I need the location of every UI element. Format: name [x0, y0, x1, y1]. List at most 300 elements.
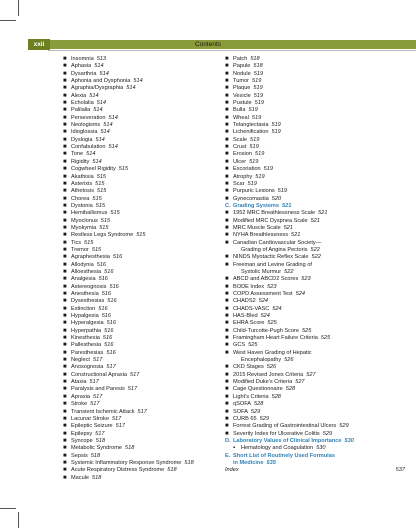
entry-page: 516	[96, 261, 107, 268]
entry-page: 521	[291, 232, 301, 239]
entry-title: HAS-Bled	[233, 313, 258, 320]
entry-page: 519	[255, 173, 265, 180]
entry-page: 524	[258, 298, 269, 305]
toc-entry	[225, 188, 405, 195]
bullet-icon: ■	[63, 129, 67, 136]
entry-page: 526	[284, 357, 294, 364]
entry-title: NINDS Myotactic Reflex Scale	[233, 254, 309, 261]
bullet-icon: ■	[225, 298, 229, 305]
toc-entry	[225, 166, 405, 173]
toc-entry	[225, 71, 405, 78]
bullet-icon: ■	[63, 430, 67, 437]
entry-page: 516	[104, 342, 114, 349]
toc-entry	[63, 137, 223, 144]
entry-title: Light's Criteria	[233, 393, 269, 400]
entry-page: 517	[106, 364, 116, 371]
entry-page: 517	[137, 408, 147, 415]
section-title-cont: in Medicine	[233, 459, 264, 466]
entry-title: Dyslogia	[71, 136, 93, 143]
toc-entry	[63, 401, 223, 408]
toc-entry	[63, 115, 223, 122]
toc-entry	[63, 438, 223, 445]
toc-entry	[63, 78, 223, 85]
toc-entry	[225, 262, 405, 269]
entry-title: Child-Turcotte-Pugh Score	[233, 327, 300, 334]
bullet-icon: ■	[63, 467, 67, 474]
bullet-icon: ■	[225, 107, 229, 114]
entry-page: 516	[106, 349, 116, 356]
entry-page: 514	[96, 100, 107, 107]
section-page: 530	[344, 437, 354, 444]
entry-title: Canadian Cardiovascular Society—	[233, 239, 322, 246]
entry-title: Paresthesias	[71, 349, 104, 356]
left-column	[63, 56, 223, 482]
toc-entry	[225, 100, 405, 107]
toc-entry	[63, 335, 223, 342]
entry-title: Patch	[233, 56, 248, 62]
toc-entry	[63, 93, 223, 100]
entry-page: 514	[108, 144, 118, 151]
entry-page: 515	[95, 202, 106, 209]
entry-title: Sepsis	[71, 452, 88, 459]
bullet-icon: ■	[225, 423, 229, 430]
entry-page: 518	[90, 452, 101, 459]
toc-entry	[225, 276, 405, 283]
toc-entry	[225, 335, 405, 342]
entry-title: Hyperalgesia	[71, 320, 104, 327]
toc-entry	[225, 350, 405, 357]
entry-title: Aphonia and Dysphonia	[71, 78, 131, 85]
entry-page: 515	[96, 173, 107, 180]
entry-page: 525	[302, 327, 312, 334]
entry-title: Constructional Apraxia	[71, 371, 127, 378]
bullet-icon: ■	[225, 158, 229, 165]
toc-entry	[63, 85, 223, 92]
entry-title: MRC Muscle Scale	[233, 224, 281, 231]
entry-page: 515	[99, 224, 109, 231]
section-letter: C.	[225, 202, 231, 209]
crop-mark	[18, 0, 19, 16]
entry-title: Pallesthesia	[71, 342, 102, 349]
entry-title: Pustule	[233, 100, 252, 107]
bullet-icon: ■	[63, 63, 67, 70]
entry-page: 516	[104, 268, 114, 275]
bullet-icon: ■	[63, 210, 67, 217]
entry-title: Aphasia	[71, 63, 92, 70]
entry-title: Modified Duke's Criteria	[233, 379, 293, 386]
toc-entry	[225, 181, 405, 188]
bullet-icon: ■	[63, 92, 67, 99]
entry-title: 1952 MRC Breathlessness Scale	[233, 210, 316, 217]
bullet-icon: ■	[225, 408, 229, 415]
bullet-icon: ■	[63, 78, 67, 85]
bullet-icon: ■	[63, 408, 67, 415]
toc-entry	[63, 342, 223, 349]
entry-page: 516	[101, 291, 112, 297]
toc-entry	[225, 445, 405, 452]
entry-page: 514	[95, 136, 105, 143]
entry-title: Echolalia	[71, 100, 94, 107]
entry-page: 523	[267, 283, 277, 290]
bullet-icon: ■	[63, 415, 67, 422]
entry-page: 519	[253, 70, 264, 77]
bullet-icon: ■	[225, 173, 229, 180]
entry-title: Plaque	[233, 85, 251, 92]
bullet-icon: ■	[63, 298, 67, 305]
toc-entry	[225, 225, 405, 232]
toc-entry	[63, 453, 223, 460]
toc-entry	[225, 364, 405, 371]
entry-page: 529	[250, 408, 261, 415]
bullet-icon: ■	[63, 320, 67, 327]
toc-entry	[63, 284, 223, 291]
bullet-icon: ■	[63, 268, 67, 275]
bullet-icon: ■	[63, 232, 67, 239]
bullet-icon: ■	[225, 254, 229, 261]
entry-page: 515	[118, 166, 129, 173]
entry-title: Akathisia	[71, 173, 94, 180]
bullet-icon: ■	[63, 100, 67, 107]
bullet-icon: ■	[63, 379, 67, 386]
entry-title: Hypalgesia	[71, 313, 99, 320]
bullet-icon: ■	[63, 291, 67, 297]
toc-entry	[63, 475, 223, 482]
index-page: 537	[395, 467, 405, 474]
toc-entry	[63, 232, 223, 239]
toc-entry	[63, 269, 223, 276]
entry-page: 519	[250, 136, 260, 143]
entry-page: 513	[96, 56, 107, 62]
bullet-icon: ■	[63, 107, 67, 114]
entry-title: Ataxia	[71, 379, 87, 386]
toc-entry	[225, 78, 405, 85]
bullet-icon: ■	[63, 202, 67, 209]
entry-title: Anosognosia	[71, 364, 104, 371]
bullet-icon: ■	[225, 144, 229, 151]
entry-page: 517	[92, 393, 103, 400]
entry-page: 514	[100, 129, 110, 136]
header-rule	[48, 50, 416, 51]
bullet-icon: ■	[63, 305, 67, 312]
toc-entry	[225, 328, 405, 335]
entry-title: Astereognosis	[71, 283, 107, 290]
entry-page: 518	[95, 437, 106, 444]
index-label: Index	[225, 467, 239, 474]
bullet-icon: ■	[225, 114, 229, 121]
entry-title: Kinesthesia	[71, 335, 100, 342]
bullet-icon: ■	[63, 224, 67, 231]
bullet-icon: ■	[225, 276, 229, 283]
entry-page: 517	[95, 430, 105, 437]
section-letter: E.	[225, 452, 231, 459]
entry-title: Framingham Heart Failure Criteria	[233, 335, 318, 342]
section-title: Laboratory Values of Clinical Importance	[233, 437, 342, 444]
entry-title: 2015 Revised Jones Criteria	[233, 371, 304, 378]
entry-title: Allodynia	[71, 261, 94, 268]
entry-page: 514	[89, 92, 99, 99]
toc-entry	[225, 254, 405, 261]
toc-entry	[225, 93, 405, 100]
entry-title: Severity Index for Ulcerative Colitis	[233, 430, 320, 437]
entry-title: Chorea	[71, 195, 90, 202]
bullet-icon: ■	[225, 415, 229, 422]
running-head: Contents	[194, 41, 222, 48]
bullet-icon: ■	[63, 452, 67, 459]
entry-title: Gynecomastia	[233, 195, 269, 202]
bullet-icon: ■	[225, 129, 229, 136]
toc-entry	[225, 144, 405, 151]
toc-entry	[63, 431, 223, 438]
entry-page: 529	[322, 430, 333, 437]
entry-page: 519	[248, 107, 258, 114]
toc-entry	[225, 63, 405, 70]
entry-page: 519	[271, 122, 281, 129]
entry-title: Dysesthesias	[71, 298, 105, 305]
bullet-icon: ■	[225, 291, 229, 297]
entry-page: 528	[254, 401, 264, 408]
section-page: 535	[266, 459, 276, 466]
entry-page: 516	[98, 276, 108, 283]
bullet-icon: ■	[225, 305, 229, 312]
entry-title: Analgesia	[71, 276, 96, 283]
entry-title: Crust	[233, 144, 247, 151]
entry-page: 514	[133, 78, 143, 85]
entry-title: Neglect	[71, 357, 90, 364]
bullet-icon: ■	[225, 85, 229, 92]
entry-page: 519	[254, 151, 265, 158]
toc-entry	[225, 342, 405, 349]
entry-title: Extinction	[71, 305, 96, 312]
entry-page: 514	[86, 151, 96, 158]
toc-entry	[63, 196, 223, 203]
toc-entry	[225, 137, 405, 144]
bullet-icon: ■	[225, 327, 229, 334]
entry-title: Perseveration	[71, 114, 106, 121]
entry-title: Insomnia	[71, 56, 94, 62]
entry-page: 516	[109, 283, 119, 290]
entry-page: 517	[92, 357, 103, 364]
toc-entry	[63, 423, 223, 430]
toc-entry	[63, 298, 223, 305]
entry-page: 519	[263, 166, 274, 173]
entry-title: Epileptic Seizure	[71, 423, 113, 430]
section-letter: D.	[225, 437, 231, 444]
toc-entry	[63, 350, 223, 357]
entry-title: Apraxia	[71, 393, 90, 400]
entry-title: Wheal	[233, 114, 249, 121]
page-number: xxii	[28, 39, 50, 50]
entry-title: Lichenification	[233, 129, 269, 136]
bullet-icon: ■	[63, 56, 67, 62]
toc-entry	[63, 372, 223, 379]
toc-entry	[225, 151, 405, 158]
entry-title: Lacunar Stroke	[71, 415, 109, 422]
bullet-icon: ■	[63, 276, 67, 283]
toc-entry	[225, 423, 405, 430]
entry-title: Cogwheel Rigidity	[71, 166, 116, 173]
toc-entry	[63, 409, 223, 416]
bullet-icon: ■	[225, 342, 229, 349]
bullet-icon: ■	[63, 364, 67, 371]
bullet-icon: ■	[63, 357, 67, 364]
bullet-icon: ■	[63, 246, 67, 253]
entry-title: Syncope	[71, 437, 93, 444]
toc-entry-continued	[225, 247, 405, 254]
entry-page: 524	[260, 313, 270, 320]
entry-page: 514	[126, 85, 136, 92]
entry-page: 525	[267, 320, 277, 327]
toc-entry	[63, 313, 223, 320]
toc-entry	[63, 379, 223, 386]
bullet-icon: ■	[63, 401, 67, 408]
toc-entry	[225, 56, 405, 63]
section-title: Short List of Routinely Used Formulas	[233, 452, 335, 459]
toc-entry	[225, 320, 405, 327]
bullet-icon: ■	[63, 313, 67, 320]
entry-title: Erosion	[233, 151, 252, 158]
right-column	[225, 56, 405, 475]
entry-page: 521	[310, 217, 320, 224]
entry-page: 515	[92, 195, 102, 202]
toc-entry	[225, 379, 405, 386]
toc-entry	[63, 122, 223, 129]
toc-entry	[63, 188, 223, 195]
toc-entry	[63, 254, 223, 261]
section-heading-formulas-continued	[225, 460, 405, 467]
index-entry	[225, 467, 405, 474]
section-title: Grading Systems	[233, 202, 280, 209]
bullet-icon: ■	[63, 283, 67, 290]
toc-entry	[63, 445, 223, 452]
entry-title: Dystonia	[71, 202, 93, 209]
toc-entry	[63, 144, 223, 151]
entry-page: 516	[106, 320, 116, 327]
bullet-icon: ■	[225, 313, 229, 320]
toc-entry	[63, 247, 223, 254]
entry-title: SOFA	[233, 408, 248, 415]
entry-page: 515	[110, 210, 120, 217]
bullet-icon: ■	[225, 261, 229, 268]
toc-entry	[63, 129, 223, 136]
entry-page: 517	[129, 371, 140, 378]
bullet-icon: ▪	[233, 445, 236, 452]
entry-title: Tumor	[233, 78, 249, 85]
toc-entry	[225, 291, 405, 298]
toc-entry	[63, 276, 223, 283]
bullet-icon: ■	[225, 100, 229, 107]
entry-title: Stroke	[71, 401, 88, 408]
crop-mark	[18, 512, 19, 528]
bullet-icon: ■	[63, 437, 67, 444]
entry-page: 522	[284, 268, 294, 275]
bullet-icon: ■	[225, 224, 229, 231]
entry-title-cont: Systolic Murmur	[241, 268, 282, 275]
toc-entry	[63, 63, 223, 70]
entry-page: 527	[306, 371, 316, 378]
entry-page: 521	[283, 224, 293, 231]
entry-title: Excoriation	[233, 166, 261, 173]
toc-entry	[225, 196, 405, 203]
bullet-icon: ■	[63, 386, 67, 393]
bullet-icon: ■	[225, 195, 229, 202]
entry-title: Rigidity	[71, 158, 90, 165]
entry-title: Tone	[71, 151, 84, 158]
toc-entry	[225, 409, 405, 416]
entry-title: Macule	[71, 474, 90, 481]
toc-entry	[225, 85, 405, 92]
bullet-icon: ■	[63, 70, 67, 77]
entry-title: Freeman and Levine Grading of	[233, 261, 312, 268]
bullet-icon: ■	[63, 445, 67, 452]
entry-page: 519	[277, 188, 288, 195]
bullet-icon: ■	[63, 188, 67, 195]
entry-page: 515	[84, 239, 94, 246]
entry-title: CKD Stages	[233, 364, 264, 371]
toc-entry	[63, 386, 223, 393]
entry-title: Asterixis	[71, 180, 93, 187]
toc-entry	[225, 401, 405, 408]
toc-entry	[63, 181, 223, 188]
entry-page: 516	[107, 298, 117, 305]
toc-entry	[63, 240, 223, 247]
entry-page: 517	[111, 415, 122, 422]
entry-page: 514	[99, 70, 109, 77]
toc-entry	[63, 262, 223, 269]
bullet-icon: ■	[63, 166, 67, 173]
toc-entry	[225, 313, 405, 320]
entry-title: Agraphia/Dysgraphia	[71, 85, 124, 92]
entry-page: 514	[93, 107, 103, 114]
entry-title: Bulla	[233, 107, 246, 114]
entry-title: Idioglossia	[71, 129, 98, 136]
bullet-icon: ■	[225, 232, 229, 239]
toc-entry	[63, 56, 223, 63]
entry-title: Paralysis and Paresis	[71, 386, 125, 393]
toc-entry	[63, 328, 223, 335]
bullet-icon: ■	[225, 56, 229, 62]
entry-page: 519	[253, 92, 264, 99]
toc-entry	[225, 416, 405, 423]
bullet-icon: ■	[225, 379, 229, 386]
entry-page: 518	[253, 63, 263, 70]
entry-page: 518	[184, 459, 194, 466]
entry-title: Athetosis	[71, 188, 95, 195]
bullet-icon: ■	[63, 151, 67, 158]
entry-title: Nodule	[233, 70, 251, 77]
bullet-icon: ■	[63, 423, 67, 430]
entry-page: 521	[318, 210, 328, 217]
bullet-icon: ■	[225, 188, 229, 195]
bullet-icon: ■	[63, 261, 67, 268]
entry-page: 528	[285, 386, 296, 393]
entry-page: 516	[101, 313, 112, 320]
toc-entry	[63, 151, 223, 158]
entry-page: 528	[271, 393, 281, 400]
entry-page: 516	[112, 254, 123, 261]
entry-title: Telangiectasia	[233, 122, 269, 129]
entry-title: Epilepsy	[71, 430, 93, 437]
toc-entry	[63, 100, 223, 107]
toc-entry	[63, 210, 223, 217]
bullet-icon: ■	[63, 342, 67, 349]
entry-title: Neologisms	[71, 122, 101, 129]
bullet-icon: ■	[63, 327, 67, 334]
entry-title: Agraphesthesia	[71, 254, 110, 261]
bullet-icon: ■	[225, 70, 229, 77]
entry-page: 525	[320, 335, 331, 342]
entry-page: 523	[301, 276, 311, 283]
section-heading-lab-values	[225, 438, 405, 445]
